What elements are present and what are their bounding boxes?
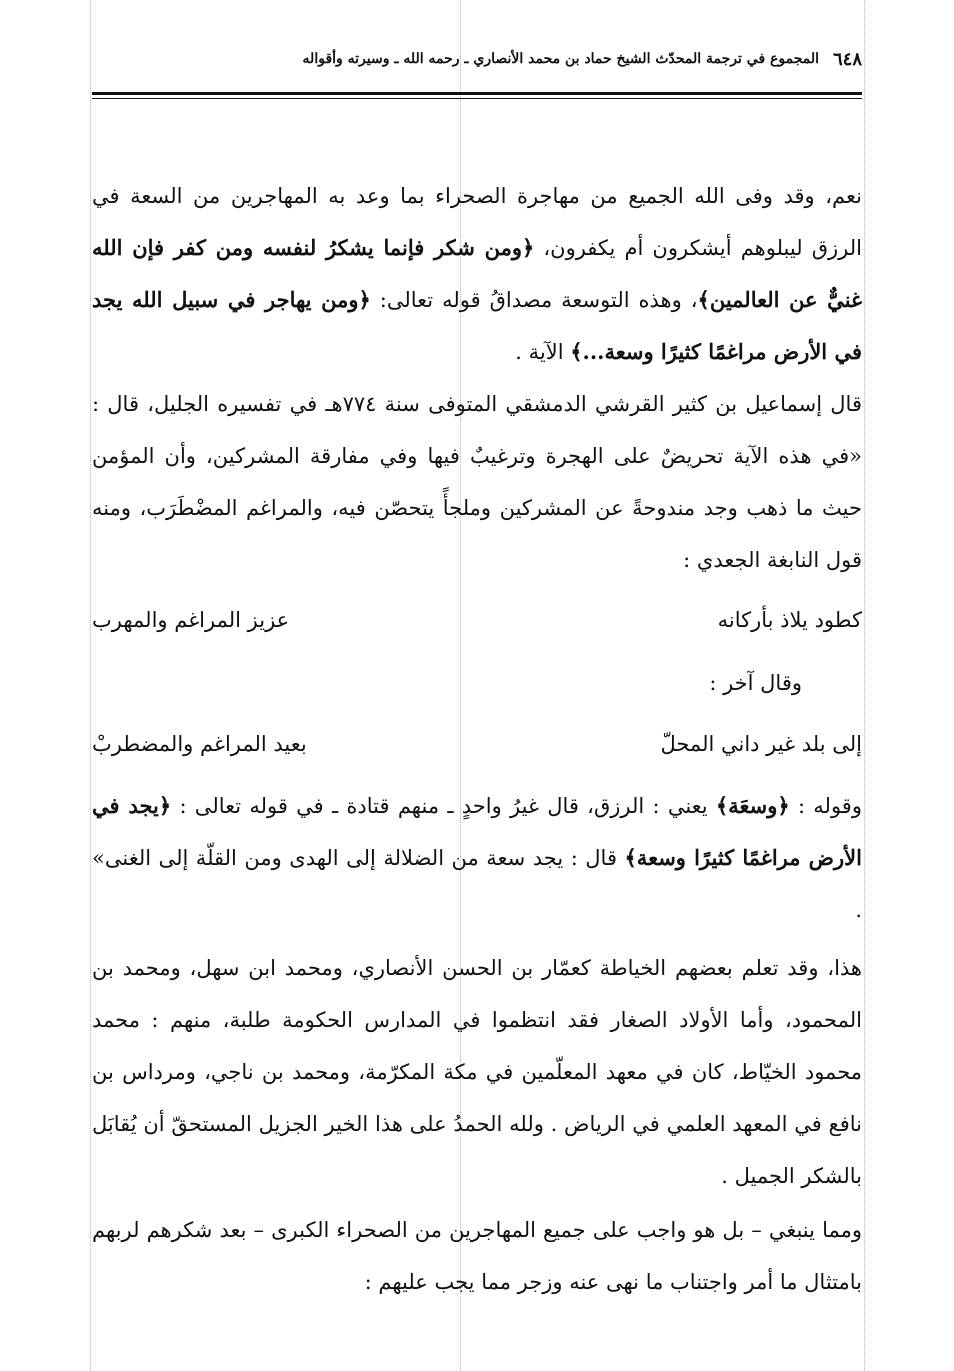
- paragraph-migration-blessing: [92, 170, 862, 378]
- text-run: هذا، وقد تعلم بعضهم الخياطة كعمّار بن الحسن الأنصاري، ومحمد ابن سهل، ومحمد بن المحمود، وأما الأولاد الصغار فقد انتظموا في المدارس الحكومة طلبة، منهم : محمد محمود الخيّاط، كان في معهد المعلّمين في مكة المكرّمة، ومحمد بن ناجي، ومرداس بن نافع في المعهد العلمي في الرياض . ولله الحمدُ على هذا الخير الجزيل المستحقّ أن يُقابَل بالشكر الجميل .: [92, 956, 862, 1188]
- paragraph-wasia-meaning: [92, 780, 862, 936]
- text-run: يعني : الرزق، قال غيرُ واحدٍ ـ منهم قتادة ـ في قوله تعالى :: [171, 794, 716, 818]
- quran-quote: ﴿ومن شكر فإنما يشكرُ لنفسه ومن كفر فإن الله غنيٌّ عن العالمين﴾: [92, 235, 863, 312]
- quran-quote: ﴿وسعَة﴾: [715, 793, 790, 818]
- text-run: وقوله :: [789, 794, 862, 818]
- verse-1-second-hemistich: عزيز المراغم والمهرب: [92, 608, 290, 632]
- page-body: [92, 0, 862, 1371]
- verse-2-second-hemistich: بعيد المراغم والمضطربْ: [92, 732, 307, 756]
- page-number: ٦٤٨: [832, 48, 862, 70]
- text-run: نعم، وقد وفى الله الجميع من مهاجرة الصحراء بما وعد به المهاجرين من السعة في الرزق ليبلوهم أيشكرون أم يكفرون،: [92, 184, 862, 260]
- paragraph-tailoring-students: [92, 942, 862, 1202]
- scan-margin-line: [864, 0, 865, 1371]
- poem-verse-2: [92, 718, 862, 770]
- paragraph-duty-of-migrants: [92, 1204, 862, 1308]
- running-title: المجموع في ترجمة المحدّث الشيخ حماد بن محمد الأنصاري ـ رحمه الله ـ وسيرته وأقواله: [302, 51, 819, 67]
- scan-margin-line: [90, 0, 91, 1371]
- text-run: قال : يجد سعة من الضلالة إلى الهدى ومن القلّة إلى الغنى» .: [92, 846, 862, 922]
- verse-1-first-hemistich: كطود يلاذ بأركانه: [717, 608, 862, 632]
- text-run: ومما ينبغي – بل هو واجب على جميع المهاجرين من الصحراء الكبرى – بعد شكرهم لربهم بامتثال ما أمر واجتناب ما نهى عنه وزجر مما يجب عليهم :: [92, 1218, 862, 1294]
- quran-quote: ﴿ومن يهاجر في سبيل الله يجد في الأرض مراغمًا كثيرًا وسعة...﴾: [92, 287, 862, 364]
- text-run: قال إسماعيل بن كثير القرشي الدمشقي المتوفى سنة ٧٧٤هـ في تفسيره الجليل، قال : «في هذه الآية تحريضٌ على الهجرة وترغيبٌ فيها وفي مفارقة المشركين، وأن المؤمن حيث ما ذهب وجد مندوحةً عن المشركين وملجأً يتحصّن فيه، والمراغم المضْطَرَب، ومنه قول النابغة الجعدي :: [92, 392, 862, 572]
- quran-quote: ﴿يجد في الأرض مراغمًا كثيرًا وسعة﴾: [92, 793, 862, 870]
- text-run: الآية .: [515, 340, 571, 364]
- verse-intro: وقال آخر :: [709, 671, 802, 695]
- poem-verse-1: [92, 594, 862, 646]
- verse-2-first-hemistich: إلى بلد غير داني المحلّ: [660, 732, 862, 756]
- text-run: ، وهذه التوسعة مصداقُ قوله تعالى:: [370, 288, 698, 312]
- paragraph-ibn-kathir: [92, 378, 862, 586]
